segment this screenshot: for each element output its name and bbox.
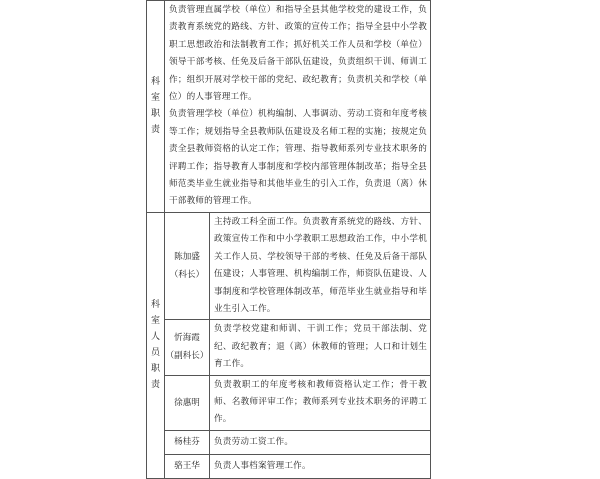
- staff-duty: 主持政工科全面工作。负责教育系统党的路线、方针、政策宣传工作和中小学教职工思想政治工作，中小学机关工作人员、学校领导干部的考核、任免及后备干部队伍建设；人事管理、机构编制工作，师资队伍建设、人事制度和学校管理体制改革，师范毕业生就业指导和毕业生引入工作。: [210, 212, 431, 319]
- staff-duty-category: 科 室 人 员 职 责: [147, 212, 165, 478]
- staff-row: [147, 375, 431, 430]
- staff-row: [147, 212, 431, 319]
- staff-name: 杨桂芬: [174, 437, 200, 448]
- staff-name: 骆王华: [174, 461, 200, 472]
- duty-table: [146, 0, 431, 479]
- staff-row: [147, 320, 431, 375]
- staff-name-cell: [165, 212, 210, 319]
- staff-title: （科长）: [169, 270, 205, 281]
- office-duty-text: [165, 1, 431, 213]
- staff-row: [147, 454, 431, 478]
- staff-duty: 负责劳动工资工作。: [210, 430, 431, 454]
- staff-title: （副科长）: [165, 351, 209, 362]
- staff-name-cell: [165, 375, 210, 430]
- staff-row: [147, 430, 431, 454]
- duty-paragraph: 负责管理学校（单位）机构编制、人事调动、劳动工资和年度考核等工作；规划指导全县教师队伍建设及名师工程的实施；按规定负责全县教师资格的认定工作；管理、指导教师系列专业技术职务的评聘工作；指导教育人事制度和学校内部管理体制改革；指导全县师范类毕业生就业指导和其他毕业生的引入工作，负责退（离）休干部教师的管理工作。: [169, 109, 427, 207]
- staff-name-cell: [165, 430, 210, 454]
- staff-duty: 负责教职工的年度考核和教师资格认定工作；骨干教师、名教师评审工作；教师系列专业技术职务的评聘工作。: [210, 375, 431, 430]
- office-duty-row: [147, 1, 431, 213]
- duty-paragraph: 负责管理直属学校（单位）和指导全县其他学校党的建设工作，负责教育系统党的路线、方针、政策的宣传工作；指导全县中小学教职工思想政治和法制教育工作；抓好机关工作人员和学校（单位）领导干部考核、任免及后备干部队伍建设，负责组织干训、师训工作；组织开展对学校干部的党纪、政纪教育；负责机关和学校（单位）的人事管理工作。: [169, 5, 427, 103]
- staff-duty: 负责学校党建和师训、干训工作；党员干部法制、党纪、政纪教育；退（离）休教师的管理；人口和计划生育工作。: [210, 320, 431, 375]
- staff-name: 陈加盛: [174, 252, 200, 263]
- staff-name: 徐惠明: [174, 397, 200, 408]
- staff-name: 忻海霞: [174, 333, 200, 344]
- office-duty-category: 科 室 职 责: [147, 1, 165, 213]
- staff-name-cell: [165, 454, 210, 478]
- staff-duty: 负责人事档案管理工作。: [210, 454, 431, 478]
- staff-name-cell: [165, 320, 210, 375]
